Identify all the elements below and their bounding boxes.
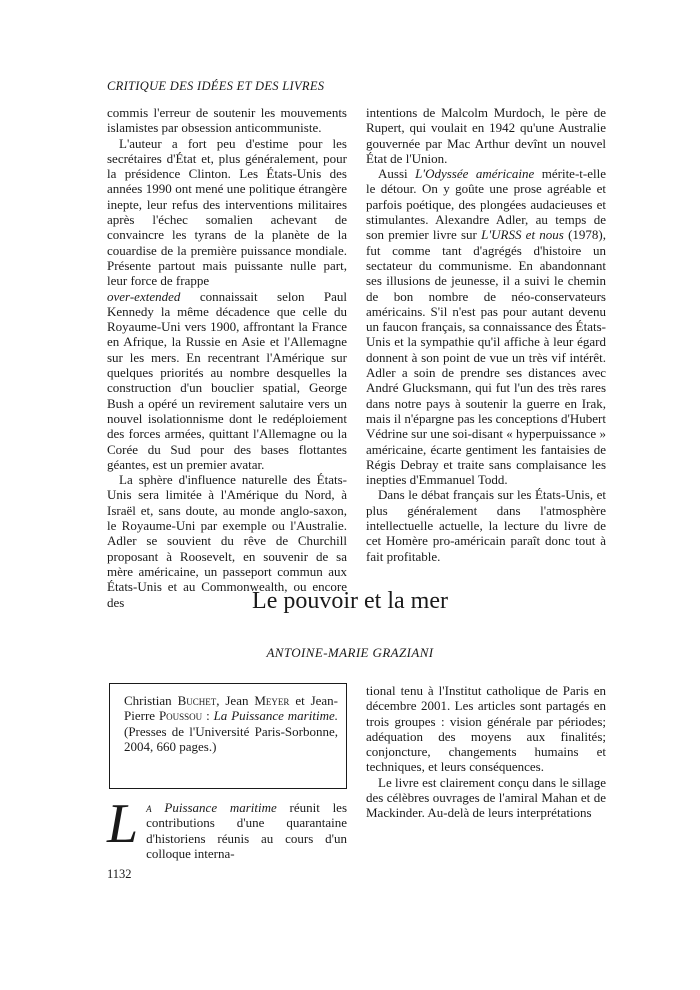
book-title-odyssee: L'Odyssée américaine xyxy=(415,166,535,182)
article-author: ANTOINE-MARIE GRAZIANI xyxy=(266,645,434,660)
review1-text: Aussi xyxy=(378,166,408,182)
review2-right-column xyxy=(366,683,606,821)
ref-author1-first: Christian xyxy=(124,693,172,708)
ref-author1-last: Buchet xyxy=(177,693,217,708)
ref-sep: et Jean-Pierre xyxy=(124,693,339,724)
ref-author2-last: Meyer xyxy=(254,693,290,708)
review1-paragraph: intentions de Malcolm Murdoch, le père de Rupert, qui voulait en 1942 qu'une Australie gouvernée par Mac Arthur devînt un nouvel État de l'Union. xyxy=(366,105,606,166)
review1-left-column xyxy=(107,105,347,610)
ref-publisher: (Presses de l'Université Paris-Sorbonne, 2004, 660 pages.) xyxy=(124,723,338,754)
review1-text: (1978), fut comme tant d'agrégés d'histoire un sectateur du communisme. En abandonnant ses illusions de jeunesse, il a suivi le chemin de bon nombre de néo-conservateurs américains. S'il n'est pas pour autant devenu un faucon français, sa connaissance des États-Unis et la sympathie qu'il affiche à leur égard donnent à son point de vue un très vif intérêt. Adler a soin de prendre ses distances avec André Glucksmann, qui fut l'un des très rares dans notre pays à soutenir la guerre en Irak, mais il n'épargne pas les conceptions d'Hubert Védrine sur une soi-disant « hyperpuissance » américaine, écarte gentiment les fantaisies de Régis Debray et traite sans complaisance les inepties d'Emmanuel Todd. xyxy=(366,227,607,488)
lead-text: réunit les contributions d'une quarantaine d'historiens réunis au cours d'un colloque interna- xyxy=(146,800,348,861)
book-reference xyxy=(124,693,338,754)
review2-paragraph: Le livre est clairement conçu dans le sillage des célèbres ouvrages de l'amiral Mahan et de Mackinder. Au-delà de leurs interprétations xyxy=(366,774,606,821)
ref-colon: : xyxy=(202,708,210,724)
review1-paragraph: Dans le débat français sur les États-Unis, et plus généralement dans l'atmosphère intellectuelle actuelle, la lecture du livre de cet Homère pro-américain paraît donc tout à fait profitable. xyxy=(366,487,606,564)
ref-sep: , Jean xyxy=(216,693,249,708)
review1-paragraph xyxy=(366,166,606,487)
book-title-urss: L'URSS et nous xyxy=(481,227,564,243)
book-reference-box xyxy=(109,683,347,789)
review2-lead-paragraph xyxy=(107,793,348,861)
review1-paragraph: La sphère d'influence naturelle des États-Unis sera limitée à l'Amérique du Nord, à Israël et, sans doute, au monde anglo-saxon, le Royaume-Uni par exemple ou l'Australie. Adler se souvient du rêve de Churchill proposant à Roosevelt, en souvenir de sa mère américaine, un passeport commun aux États-Unis et au Commonwealth, ou encore des xyxy=(107,472,347,610)
lead-title: Puissance maritime xyxy=(164,800,277,815)
review2-paragraph: tional tenu à l'Institut catholique de Paris en décembre 2001. Les articles sont partagés en trois groupes : vision générale par périodes; adéquation des moyens aux finalités; conjoncture, changements humains et techniques, et leurs conséquences. xyxy=(366,683,606,775)
drop-cap: L xyxy=(107,793,139,855)
review1-paragraph xyxy=(107,289,347,473)
lead-small-caps: a xyxy=(146,800,152,815)
article-title: Le pouvoir et la mer xyxy=(252,588,448,614)
running-head: CRITIQUE DES IDÉES ET DES LIVRES xyxy=(107,79,325,93)
review1-paragraph: commis l'erreur de soutenir les mouvements islamistes par obsession anticommuniste. xyxy=(107,105,347,136)
review1-paragraph-text: connaissait selon Paul Kennedy la même décadence que celle du Royaume-Uni vers 1900, affrontant la France en Afrique, la Russie en Asie et l'Allemagne sur les mers. En recentrant l'Amérique sur quelques priorités au nombre desquelles la construction d'un bouclier spatial, George Bush a opéré un revirement salutaire vers un nouvel isolationnisme dont le redéploiement des forces armées, quittant l'Allemagne ou la Corée du Sud pour des bases flottantes géantes, est un premier avatar. xyxy=(107,288,347,472)
review1-paragraph: L'auteur a fort peu d'estime pour les secrétaires d'État et, plus généralement, pour la présidence Clinton. Les États-Unis des années 1990 ont mené une politique étrangère inepte, leur refus des interventions militaires après l'échec somalien achevant de convaincre les tyrans de la planète de la couardise de la première puissance mondiale. Présente partout mais puissante nulle part, leur force de frappe xyxy=(107,135,347,289)
ref-author3-last: Poussou xyxy=(158,708,203,724)
review1-right-column xyxy=(366,105,606,564)
page-number: 1132 xyxy=(107,867,132,881)
over-extended-term: over-extended xyxy=(107,288,181,304)
ref-book-title: La Puissance maritime. xyxy=(213,708,338,724)
review1-text: mérite-t-elle le détour. On y goûte une prose agréable et parfois poétique, des plongées audacieuses et stimulantes. Alexandre Adler, au temps de son premier livre sur xyxy=(366,166,606,243)
